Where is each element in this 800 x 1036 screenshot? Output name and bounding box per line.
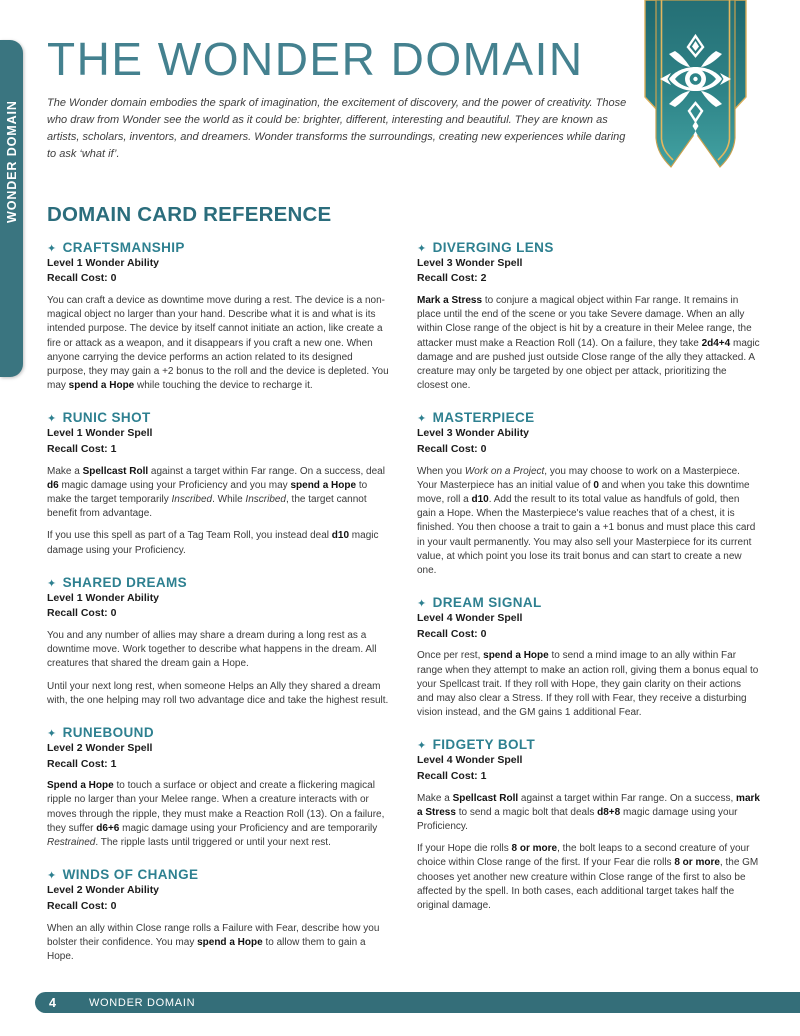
card-title-row — [47, 240, 390, 255]
card-title: DREAM SIGNAL — [432, 595, 542, 611]
footer-bar — [35, 992, 800, 1013]
card-title-row — [417, 737, 760, 752]
domain-card — [47, 575, 390, 708]
card-level-line: Level 2 Wonder Ability — [47, 884, 160, 897]
card-title-row — [417, 595, 760, 610]
card-body — [47, 294, 390, 393]
card-reference-columns — [47, 240, 760, 981]
card-title: WINDS OF CHANGE — [62, 867, 199, 883]
page-number: 4 — [49, 995, 56, 1010]
card-paragraph: Until your next long rest, when someone Helps an Ally they shared a dream with, the one helping may roll two advantage dice and take the highest result. — [47, 680, 389, 706]
card-recall-line: Recall Cost: 0 — [417, 443, 487, 456]
card-level-line: Level 3 Wonder Spell — [417, 256, 523, 269]
card-paragraph: When you Work on a Project, you may choose to work on a Masterpiece. Your Masterpiece has an initial value of 0 and when you take this downtime move, roll a d10. Add the result to its total value as handfuls of gold, then gain a Hope. When the Masterpiece's value reaches that of a chest, it is finished. You then choose a trait to gain a +1 bonus and must place this card in your vault permanently. You may also sell your Masterpiece for its current value, at which point you lose its trait bonus and can start to create a new one. — [417, 465, 756, 576]
card-recall-line: Recall Cost: 0 — [417, 627, 487, 640]
card-recall-line: Recall Cost: 0 — [47, 272, 117, 285]
sparkle-icon: ✦ — [47, 869, 57, 883]
sparkle-icon: ✦ — [47, 241, 57, 255]
card-title-row — [417, 240, 760, 255]
domain-intro-text: The Wonder domain embodies the spark of imagination, the excitement of discovery, and the power of creativity. Those who draw from Wonder see the world as it could be: brighter, different, interesting and beautiful. They are known as artists, scholars, inventors, and dreamers. Wonder transforms the surroundings, creating new experiences while daring to ask ‘what if’. — [47, 96, 627, 160]
card-body — [47, 922, 390, 965]
card-title: DIVERGING LENS — [432, 239, 554, 255]
sparkle-icon: ✦ — [47, 576, 57, 590]
sparkle-icon: ✦ — [417, 412, 427, 426]
card-body — [47, 465, 390, 558]
card-paragraph: If you use this spell as part of a Tag Team Roll, you instead deal d10 magic damage using your Proficiency. — [47, 530, 379, 556]
card-column-left — [47, 240, 390, 981]
card-paragraph: You can craft a device as downtime move during a rest. The device is a non-magical object no larger than your hand. Describe what it is and what is its intended purpose. The device by itself cannot initiate an action, like create a fire or attack as a weapon, and it disappears if you craft a new one. When anyone carrying the device performs an action related to its designed purpose, they may gain a +2 bonus to the roll and the device is depleted. You may spend a Hope while touching the device to recharge it. — [47, 295, 389, 392]
sparkle-icon: ✦ — [47, 727, 57, 740]
card-title: SHARED DREAMS — [62, 574, 188, 590]
card-paragraph: Make a Spellcast Roll against a target within Far range. On a success, mark a Stress to send a magic bolt that deals d8+8 magic damage using your Proficiency. — [417, 792, 760, 833]
card-body — [417, 294, 760, 393]
card-paragraph: You and any number of allies may share a dream during a long rest as a downtime move. Work together to describe what happens in the dream. All creatures that shared the dream gain a Hope. — [47, 630, 377, 670]
card-title: RUNIC SHOT — [62, 410, 151, 426]
card-recall-line: Recall Cost: 1 — [417, 770, 487, 783]
card-level-line: Level 1 Wonder Ability — [47, 591, 160, 604]
sidebar-domain-tab-label: WONDER DOMAIN — [5, 100, 19, 223]
sparkle-icon: ✦ — [417, 597, 427, 611]
domain-card — [47, 725, 390, 850]
card-column-right — [417, 240, 760, 981]
wonder-domain-banner — [633, 0, 758, 185]
sparkle-icon: ✦ — [47, 412, 57, 426]
card-title: FIDGETY BOLT — [432, 737, 536, 753]
card-body — [417, 465, 760, 579]
card-recall-line: Recall Cost: 1 — [47, 443, 117, 456]
card-level-line: Level 4 Wonder Spell — [417, 612, 523, 625]
domain-card — [417, 240, 760, 394]
card-body — [417, 649, 760, 720]
domain-card — [417, 595, 760, 720]
card-body — [47, 779, 390, 850]
card-title-row — [47, 725, 390, 740]
card-paragraph: Once per rest, spend a Hope to send a mind image to an ally within Far range when they attempt to make an action roll, giving them a bonus equal to your Spellcast trait. If they roll with Hope, they gain clarity on their actions and may also clear a Stress. If they roll with Fear, they receive a disturbing vision instead, and the GM gains 1 additional Fear. — [417, 650, 759, 719]
card-title: MASTERPIECE — [432, 410, 535, 426]
card-level-line: Level 4 Wonder Spell — [417, 754, 523, 767]
sparkle-icon: ✦ — [417, 241, 427, 255]
card-title: CRAFTSMANSHIP — [62, 239, 185, 255]
footer-domain-label: WONDER DOMAIN — [88, 996, 196, 1009]
card-body — [47, 629, 390, 708]
domain-card — [417, 410, 760, 578]
card-title-row — [47, 575, 390, 590]
card-title-row — [47, 867, 390, 882]
page-title: THE WONDER DOMAIN — [47, 33, 584, 85]
section-heading: DOMAIN CARD REFERENCE — [47, 202, 332, 226]
card-paragraph: Mark a Stress to conjure a magical object within Far range. It remains in place until the end of the scene or you take Severe damage. When an ally within Close range of the object is hit by a creature in their Melee range, the attacker must make a Reaction Roll (14). On a failure, they take 2d4+4 magic damage and are pushed just outside Close range of the ally they attacked. A creature may only be targeted by one object per attack, prioritizing the closest one. — [417, 295, 760, 392]
card-recall-line: Recall Cost: 0 — [47, 607, 117, 620]
card-body — [417, 792, 760, 914]
domain-card — [417, 737, 760, 913]
sidebar-domain-tab — [0, 40, 23, 377]
card-paragraph: When an ally within Close range rolls a Failure with Fear, describe how you bolster their confidence. You may spend a Hope to allow them to gain a Hope. — [47, 922, 380, 962]
domain-card — [47, 410, 390, 557]
card-title-row — [47, 410, 390, 425]
card-recall-line: Recall Cost: 2 — [417, 272, 487, 285]
card-paragraph: If your Hope die rolls 8 or more, the bolt leaps to a second creature of your choice within Close range of the first. If your Fear die rolls 8 or more, the GM chooses yet another new creature within Close range of the first to also be affected by the spell. In both cases, each additional target takes half the original damage. — [417, 843, 759, 911]
card-level-line: Level 1 Wonder Spell — [47, 427, 153, 440]
card-paragraph: Spend a Hope to touch a surface or object and create a flickering magical ripple no larger than your Melee range. When a creature interacts with or moves through the ripple, they must make a Reaction Roll (13). On a failure, they suffer d6+6 magic damage using your Proficiency and are temporarily Restrained. The ripple lasts until triggered or until your next rest. — [47, 780, 385, 849]
card-recall-line: Recall Cost: 1 — [47, 757, 117, 770]
domain-card — [47, 867, 390, 964]
card-level-line: Level 1 Wonder Ability — [47, 256, 160, 269]
sparkle-icon: ✦ — [417, 739, 427, 753]
card-title: RUNEBOUND — [62, 725, 154, 740]
card-level-line: Level 3 Wonder Ability — [417, 427, 530, 440]
card-level-line: Level 2 Wonder Spell — [47, 742, 153, 754]
domain-card — [47, 240, 390, 394]
card-paragraph: Make a Spellcast Roll against a target within Far range. On a success, deal d6 magic damage using your Proficiency and you may spend a Hope to make the target temporarily Inscribed. While Inscribed, the target cannot benefit from advantage. — [47, 465, 385, 520]
card-recall-line: Recall Cost: 0 — [47, 899, 117, 912]
card-title-row — [417, 410, 760, 425]
